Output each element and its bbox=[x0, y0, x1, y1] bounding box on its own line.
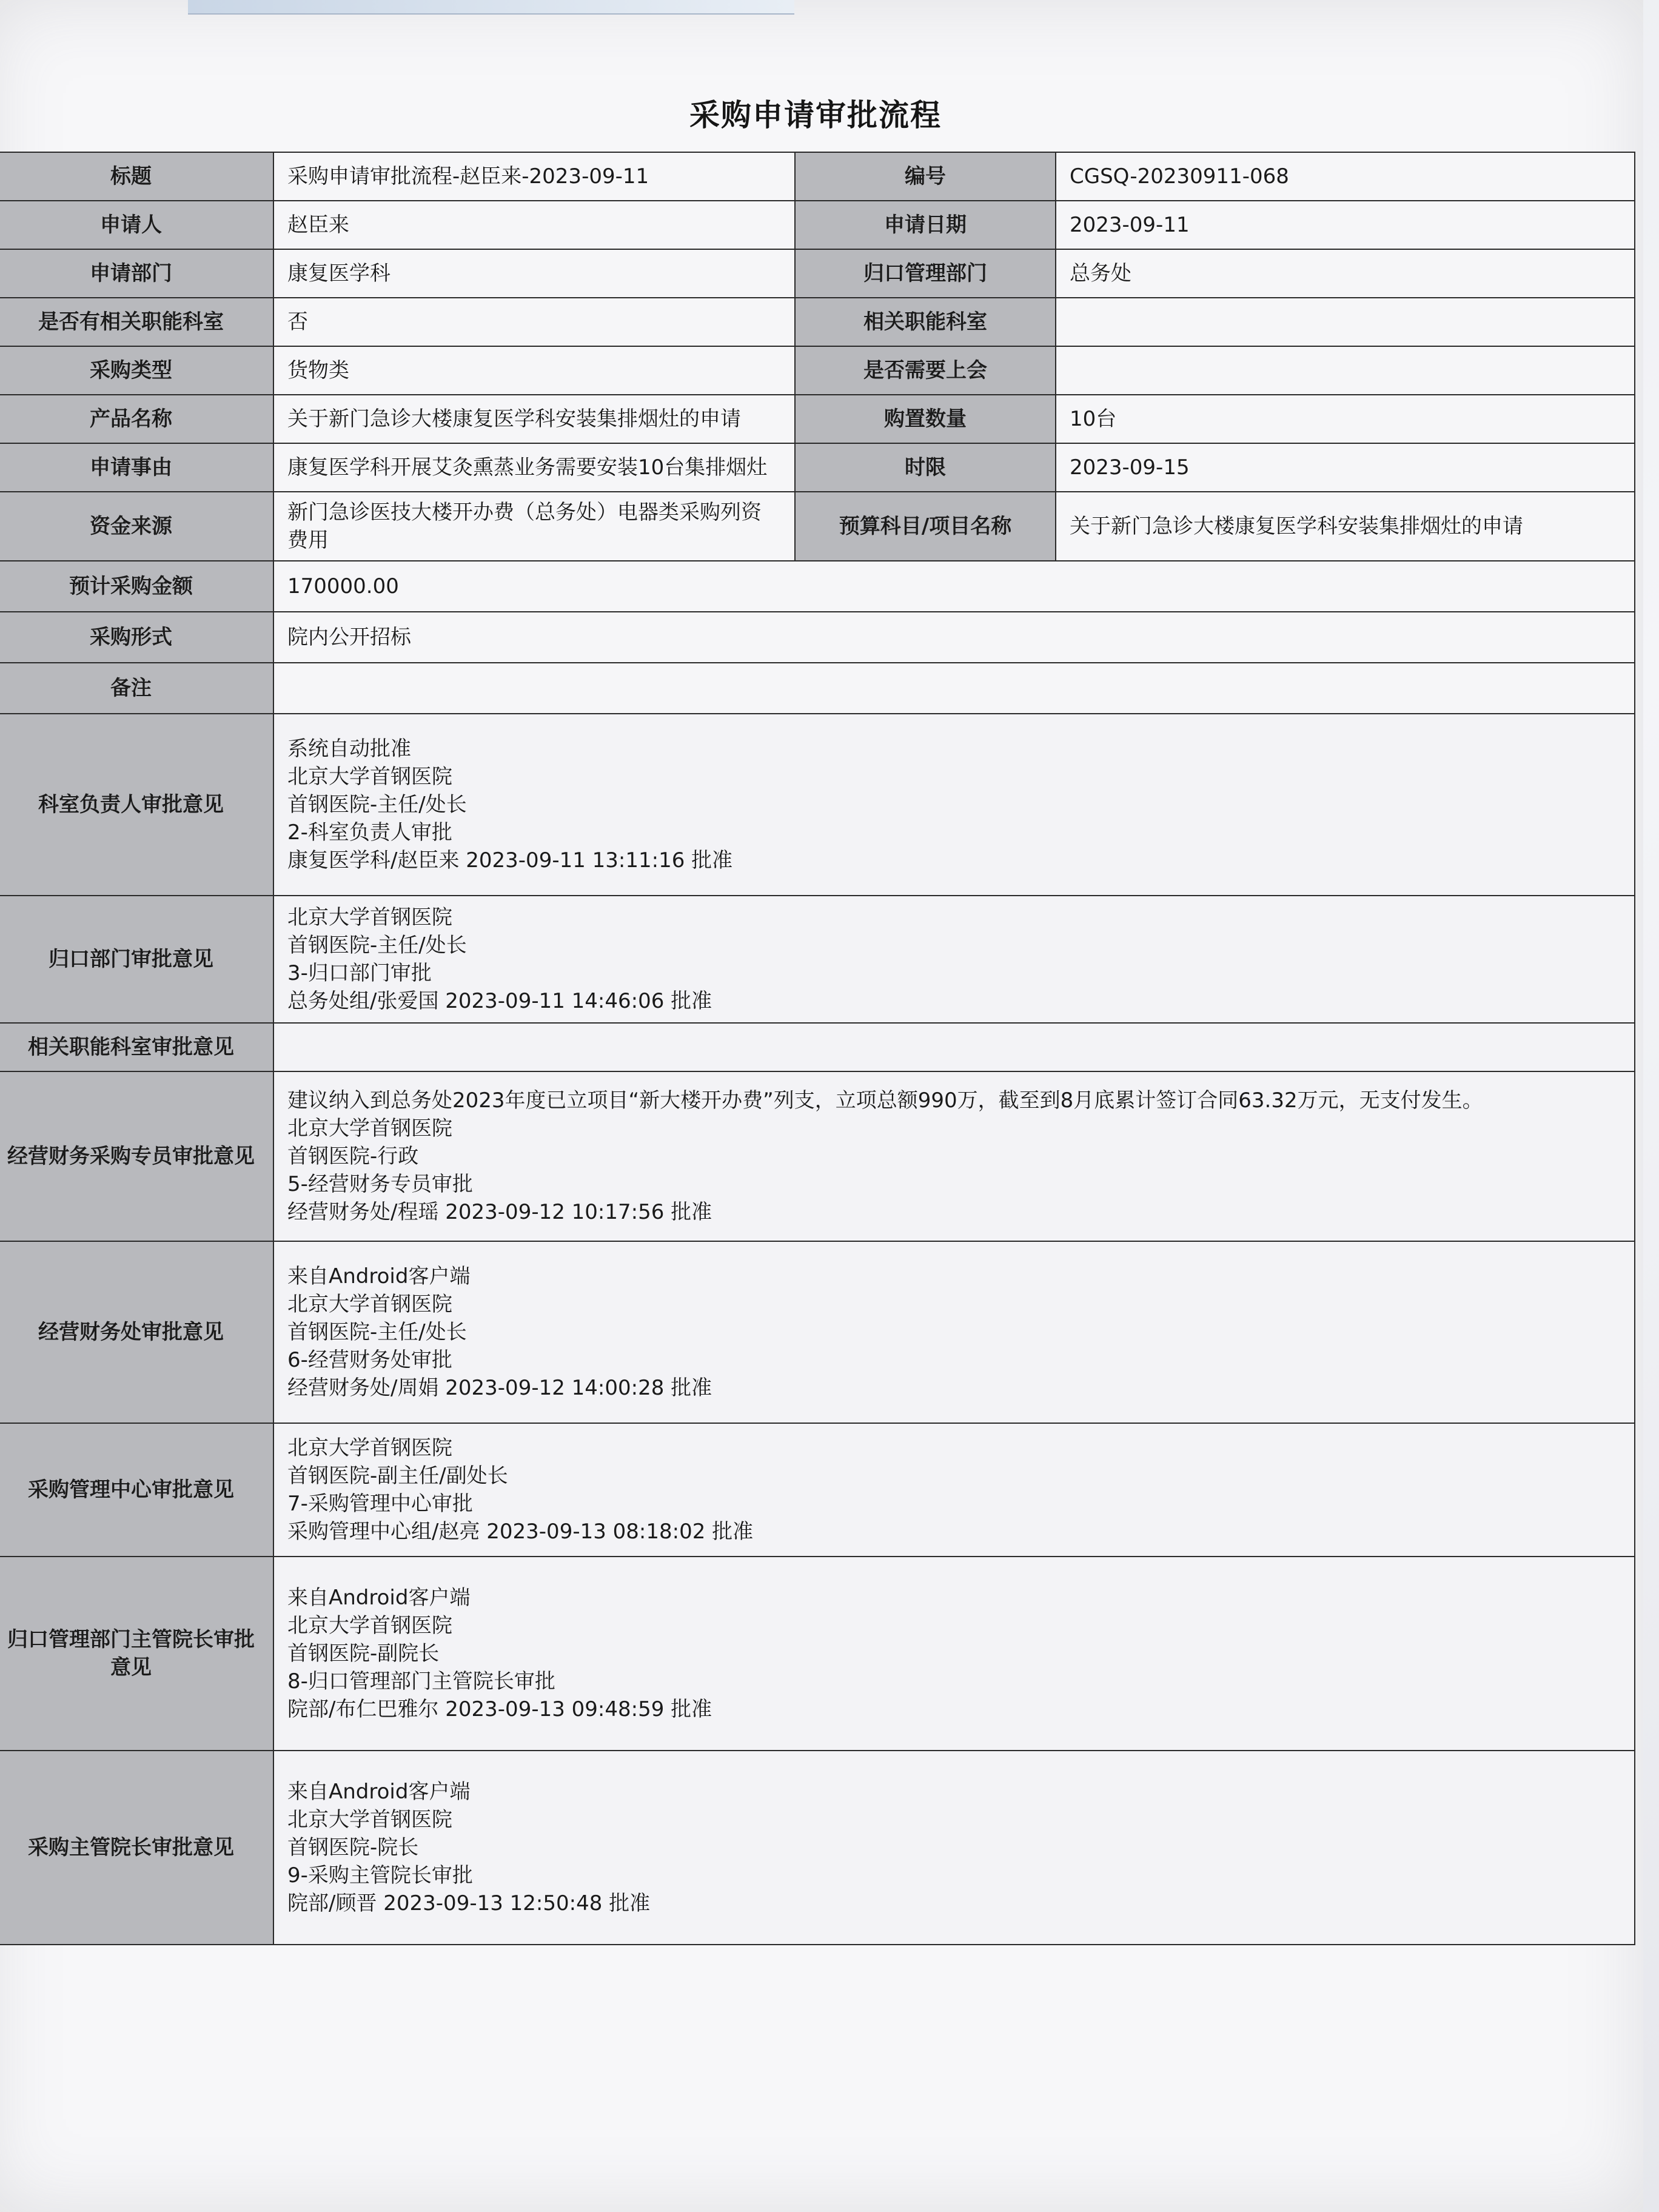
opinion-line: 首钢医院-主任/处长 bbox=[287, 793, 467, 817]
label-applicant: 申请人 bbox=[0, 201, 273, 249]
approval-row bbox=[0, 1423, 1635, 1557]
opinion-line: 首钢医院-副主任/副处长 bbox=[287, 1464, 508, 1488]
label-mgmt-dept: 归口管理部门 bbox=[795, 249, 1056, 298]
row-subject bbox=[0, 152, 1635, 201]
value-fund-source: 新门急诊医技大楼开办费（总务处）电器类采购列资费用 bbox=[273, 492, 795, 561]
value-subject: 采购申请审批流程-赵臣来-2023-09-11 bbox=[273, 152, 795, 201]
approval-row bbox=[0, 714, 1635, 896]
approval-opinion bbox=[273, 714, 1635, 896]
approval-opinion bbox=[273, 1023, 1635, 1071]
opinion-line: 首钢医院-副院长 bbox=[287, 1641, 440, 1666]
label-remark: 备注 bbox=[0, 663, 273, 714]
opinion-line: 8-归口管理部门主管院长审批 bbox=[287, 1669, 555, 1694]
opinion-line: 经营财务处/周娟 2023-09-12 14:00:28 批准 bbox=[287, 1376, 712, 1400]
approval-row bbox=[0, 1023, 1635, 1071]
opinion-line: 建议纳入到总务处2023年度已立项目“新大楼开办费”列支，立项总额990万，截至到8月底累计签订合同63.32万元，无支付发生。 bbox=[287, 1088, 1483, 1113]
row-purchase-form bbox=[0, 612, 1635, 663]
label-purchase-form: 采购形式 bbox=[0, 612, 273, 663]
value-related-office bbox=[1056, 298, 1635, 346]
approval-label: 经营财务采购专员审批意见 bbox=[0, 1071, 273, 1241]
opinion-line: 首钢医院-主任/处长 bbox=[287, 1320, 467, 1344]
approval-label: 归口部门审批意见 bbox=[0, 896, 273, 1023]
opinion-line: 系统自动批准 bbox=[287, 737, 411, 761]
label-budget-item: 预算科目/项目名称 bbox=[795, 492, 1056, 561]
opinion-line: 康复医学科/赵臣来 2023-09-11 13:11:16 批准 bbox=[287, 848, 733, 873]
value-reason: 康复医学科开展艾灸熏蒸业务需要安装10台集排烟灶 bbox=[273, 443, 795, 492]
opinion-line: 北京大学首钢医院 bbox=[287, 905, 452, 930]
opinion-line: 首钢医院-院长 bbox=[287, 1835, 419, 1860]
value-need-meeting bbox=[1056, 346, 1635, 395]
approval-row bbox=[0, 1241, 1635, 1423]
label-apply-date: 申请日期 bbox=[795, 201, 1056, 249]
approval-label: 经营财务处审批意见 bbox=[0, 1241, 273, 1423]
opinion-line: 总务处组/张爱国 2023-09-11 14:46:06 批准 bbox=[287, 989, 712, 1013]
label-fund-source: 资金来源 bbox=[0, 492, 273, 561]
label-product-name: 产品名称 bbox=[0, 395, 273, 443]
opinion-line: 院部/顾晋 2023-09-13 12:50:48 批准 bbox=[287, 1891, 651, 1915]
document-title: 采购申请审批流程 bbox=[689, 98, 942, 133]
opinion-line: 经营财务处/程瑶 2023-09-12 10:17:56 批准 bbox=[287, 1200, 712, 1224]
label-need-meeting: 是否需要上会 bbox=[795, 346, 1056, 395]
row-purchase-type bbox=[0, 346, 1635, 395]
opinion-line: 3-归口部门审批 bbox=[287, 961, 432, 985]
label-estimated-amount: 预计采购金额 bbox=[0, 561, 273, 612]
value-quantity: 10台 bbox=[1056, 395, 1635, 443]
label-has-related: 是否有相关职能科室 bbox=[0, 298, 273, 346]
value-budget-item: 关于新门急诊大楼康复医学科安装集排烟灶的申请 bbox=[1056, 492, 1635, 561]
value-mgmt-dept: 总务处 bbox=[1056, 249, 1635, 298]
label-purchase-type: 采购类型 bbox=[0, 346, 273, 395]
value-deadline: 2023-09-15 bbox=[1056, 443, 1635, 492]
label-quantity: 购置数量 bbox=[795, 395, 1056, 443]
opinion-line: 来自Android客户端 bbox=[287, 1780, 471, 1804]
value-estimated-amount: 170000.00 bbox=[273, 561, 1635, 612]
opinion-line: 2-科室负责人审批 bbox=[287, 820, 452, 845]
opinion-line: 来自Android客户端 bbox=[287, 1264, 471, 1289]
opinion-line: 北京大学首钢医院 bbox=[287, 1116, 452, 1141]
row-related bbox=[0, 298, 1635, 346]
value-apply-dept: 康复医学科 bbox=[273, 249, 795, 298]
approval-form-table bbox=[0, 152, 1635, 1945]
value-purchase-type: 货物类 bbox=[273, 346, 795, 395]
approval-label: 科室负责人审批意见 bbox=[0, 714, 273, 896]
approval-row bbox=[0, 896, 1635, 1023]
opinion-line: 北京大学首钢医院 bbox=[287, 1808, 452, 1832]
row-applicant bbox=[0, 201, 1635, 249]
approval-label: 归口管理部门主管院长审批意见 bbox=[0, 1557, 273, 1751]
opinion-line: 采购管理中心组/赵亮 2023-09-13 08:18:02 批准 bbox=[287, 1520, 754, 1544]
label-reason: 申请事由 bbox=[0, 443, 273, 492]
opinion-line: 北京大学首钢医院 bbox=[287, 1436, 452, 1460]
value-number: CGSQ-20230911-068 bbox=[1056, 152, 1635, 201]
label-related-office: 相关职能科室 bbox=[795, 298, 1056, 346]
value-remark bbox=[273, 663, 1635, 714]
approval-row bbox=[0, 1071, 1635, 1241]
label-number: 编号 bbox=[795, 152, 1056, 201]
opinion-line: 来自Android客户端 bbox=[287, 1586, 471, 1610]
opinion-line: 北京大学首钢医院 bbox=[287, 1292, 452, 1316]
value-applicant: 赵臣来 bbox=[273, 201, 795, 249]
value-product-name: 关于新门急诊大楼康复医学科安装集排烟灶的申请 bbox=[273, 395, 795, 443]
value-apply-date: 2023-09-11 bbox=[1056, 201, 1635, 249]
opinion-line: 7-采购管理中心审批 bbox=[287, 1492, 473, 1516]
opinion-line: 院部/布仁巴雅尔 2023-09-13 09:48:59 批准 bbox=[287, 1697, 712, 1721]
approval-opinion bbox=[273, 1071, 1635, 1241]
row-fund bbox=[0, 492, 1635, 561]
opinion-line: 6-经营财务处审批 bbox=[287, 1348, 452, 1372]
approval-row bbox=[0, 1751, 1635, 1945]
row-reason bbox=[0, 443, 1635, 492]
value-has-related: 否 bbox=[273, 298, 795, 346]
top-paper-strip bbox=[188, 0, 794, 15]
row-product bbox=[0, 395, 1635, 443]
approval-document bbox=[0, 91, 1643, 1915]
value-purchase-form: 院内公开招标 bbox=[273, 612, 1635, 663]
approval-opinion bbox=[273, 1241, 1635, 1423]
opinion-line: 首钢医院-行政 bbox=[287, 1144, 419, 1168]
approval-opinion bbox=[273, 1751, 1635, 1945]
opinion-line: 北京大学首钢医院 bbox=[287, 1614, 452, 1638]
approval-label: 采购主管院长审批意见 bbox=[0, 1751, 273, 1945]
label-subject: 标题 bbox=[0, 152, 273, 201]
approval-row bbox=[0, 1557, 1635, 1751]
row-amount bbox=[0, 561, 1635, 612]
opinion-line: 首钢医院-主任/处长 bbox=[287, 933, 467, 957]
approval-opinion bbox=[273, 1557, 1635, 1751]
opinion-line: 5-经营财务专员审批 bbox=[287, 1172, 473, 1196]
approval-label: 采购管理中心审批意见 bbox=[0, 1423, 273, 1557]
label-deadline: 时限 bbox=[795, 443, 1056, 492]
approval-opinion bbox=[273, 1423, 1635, 1557]
approval-opinion bbox=[273, 896, 1635, 1023]
row-dept bbox=[0, 249, 1635, 298]
approval-label: 相关职能科室审批意见 bbox=[0, 1023, 273, 1071]
opinion-line: 9-采购主管院长审批 bbox=[287, 1863, 473, 1888]
label-apply-dept: 申请部门 bbox=[0, 249, 273, 298]
opinion-line: 北京大学首钢医院 bbox=[287, 765, 452, 789]
row-remark bbox=[0, 663, 1635, 714]
